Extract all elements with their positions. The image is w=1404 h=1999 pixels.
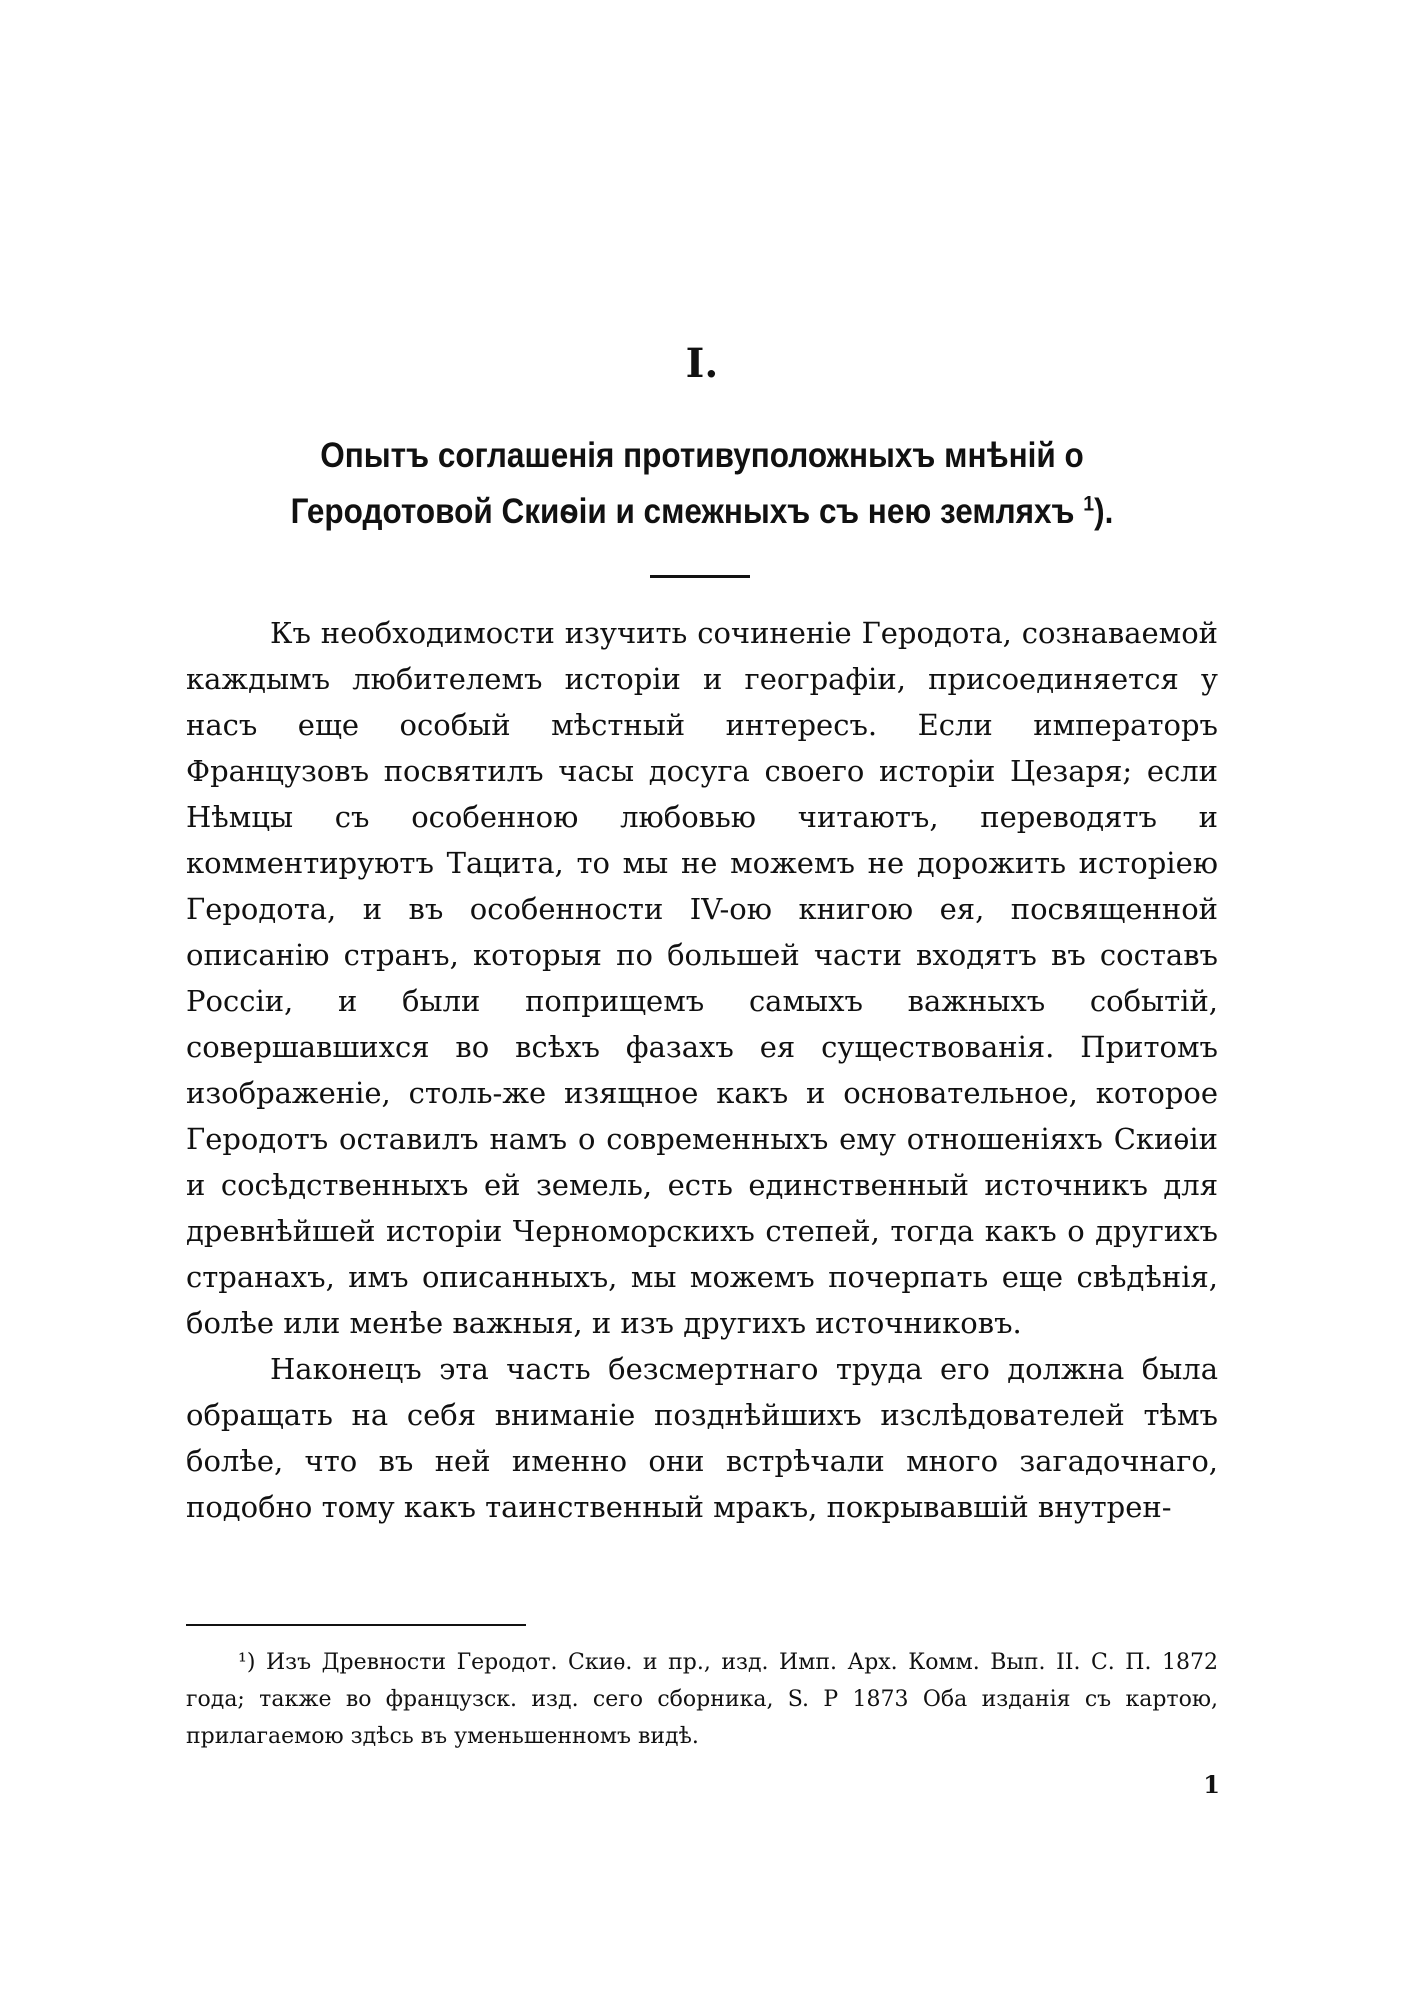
chapter-number: I. — [685, 340, 719, 387]
paragraph: Къ необходимости изучить сочиненіе Геродота, сознаваемой каждымъ любителемъ исторіи и географіи, присоединяется у насъ еще особый мѣстный интересъ. Если императоръ Французовъ посвятилъ часы досуга своего исторіи Цезаря; если Нѣмцы съ особенною любовью читаютъ, переводятъ и комментируютъ Тацита, то мы не можемъ не дорожить исторіею Геродота, и въ особенности IV-ою книгою ея, посвященной описанію странъ, которыя по большей части входятъ въ составъ Россіи, и были поприщемъ самыхъ важныхъ событій, совершавшихся во всѣхъ фазахъ ея существованія. Притомъ изображеніе, столь-же изящное какъ и основательное, которое Геродотъ оставилъ намъ о современныхъ ему отношеніяхъ Скиѳіи и сосѣдственныхъ ей земель, есть единственный источникъ для древнѣйшей исторіи Черноморскихъ степей, тогда какъ о другихъ странахъ, имъ описанныхъ, мы можемъ почерпать еще свѣдѣнія, болѣе или менѣе важныя, и изъ другихъ источниковъ. — [186, 616, 1218, 1340]
footnote — [186, 1644, 1218, 1755]
footnote-reference[interactable]: 1 — [1083, 490, 1095, 516]
footnote-divider — [186, 1624, 526, 1626]
footnote-text: Изъ Древности Геродот. Скиѳ. и пр., изд. Имп. Арх. Комм. Вып. II. С. П. 1872 года; также во французск. изд. сего сборника, S. P 1873 Оба изданія съ картою, прилагаемою здѣсь въ уменьшенномъ видѣ. — [186, 1650, 1218, 1749]
title-divider — [650, 575, 750, 578]
chapter-title — [223, 428, 1181, 540]
paragraph: Наконецъ эта часть безсмертнаго труда его должна была обращать на себя вниманіе позднѣйшихъ изслѣдователей тѣмъ болѣе, что въ ней именно они встрѣчали много загадочнаго, подобно тому какъ таинственный мракъ, покрывавшій внутрен- — [186, 1352, 1218, 1524]
chapter-title-text: Опытъ соглашенія противуположныхъ мнѣній о Геродотовой Скиѳіи и смежныхъ съ нею земляхъ — [290, 436, 1084, 531]
chapter-title-end: ). — [1094, 492, 1114, 531]
footnote-marker: ¹) — [238, 1650, 256, 1675]
page-number: 1 — [1203, 1770, 1220, 1799]
body-text — [186, 610, 1218, 1530]
